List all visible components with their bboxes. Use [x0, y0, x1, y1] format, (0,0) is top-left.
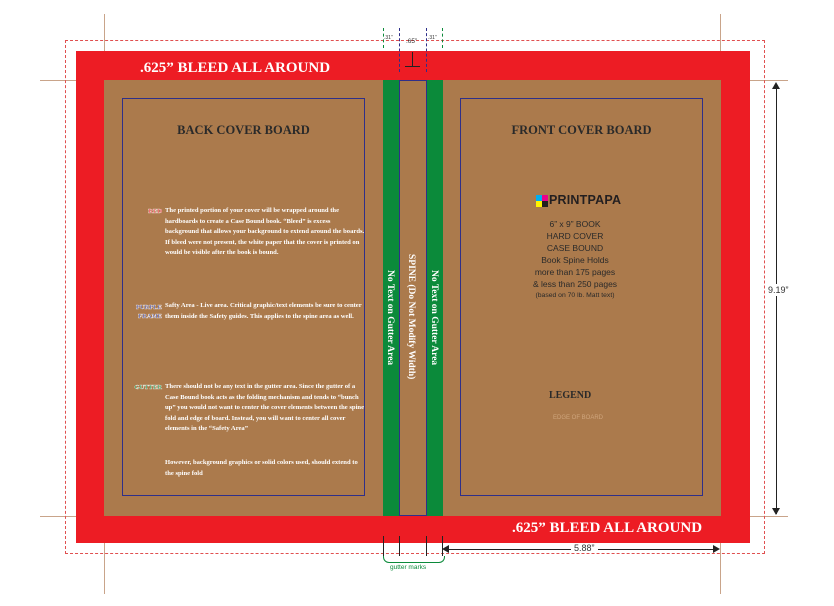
brand-name: PRINTPAPA — [549, 193, 622, 207]
width-arrow-left-icon — [442, 545, 449, 553]
gutter-mark — [383, 536, 384, 556]
spine-fold-mark — [399, 28, 401, 72]
height-label: 9.19” — [768, 285, 789, 295]
note-tag-purple-frame: PURPLE FRAME — [136, 304, 162, 320]
note-tag-gutter: GUTTER — [134, 384, 162, 391]
gutter-right-label: No Text on Gutter Area — [429, 270, 439, 366]
spine-center-tick — [412, 52, 413, 66]
back-cover-title: BACK COVER BOARD — [177, 123, 310, 137]
gutter-mark — [399, 536, 400, 556]
height-arrow-bottom-icon — [772, 508, 780, 515]
gutter-width-right-label: .31” — [428, 35, 437, 41]
gutter-left-label: No Text on Gutter Area — [385, 270, 395, 366]
gutter-fold-mark — [442, 28, 444, 48]
gutter-marks-label: gutter marks — [390, 564, 427, 571]
width-label: 5.88” — [571, 543, 598, 553]
note-tag-red: RED — [148, 208, 162, 215]
info-line: & less than 250 pages — [532, 279, 618, 289]
info-line: Book Spine Holds — [541, 255, 609, 265]
note-text-safety: Safty Area - Live area. Critical graphic/text elements be sure to center them inside the Safety guides. This applies to the spine area as well. — [165, 302, 362, 320]
spine-center-tick — [405, 66, 420, 67]
back-safety-frame — [122, 98, 365, 496]
front-info-block — [505, 218, 645, 302]
note-text-gutter-extra: However, background graphics or solid colors used, should extend to the spine fold — [165, 459, 358, 477]
front-cover-title: FRONT COVER BOARD — [511, 123, 652, 137]
note-text-bleed: The printed portion of your cover will be wrapped around the hardboards to create a Case Bound book. “Bleed” is excess background that allows your background to extend around the boards. If bleed were not present, the white paper that the cover is printed on would be visible after the book is bound. — [165, 207, 365, 257]
gutter-mark — [426, 536, 427, 556]
printpapa-logo-icon — [536, 195, 548, 207]
bleed-top-label: .625” BLEED ALL AROUND — [140, 60, 331, 76]
bleed-bottom-label: .625” BLEED ALL AROUND — [512, 520, 703, 536]
info-note: (based on 70 lb. Matt text) — [535, 292, 615, 299]
height-dimension-line — [776, 86, 777, 514]
gutter-marks-bracket — [383, 556, 445, 563]
width-arrow-right-icon — [713, 545, 720, 553]
legend-item-edge-of-board: EDGE OF BOARD — [553, 415, 604, 421]
info-line: HARD COVER — [546, 231, 604, 241]
info-line: CASE BOUND — [546, 243, 604, 253]
info-line: 6” x 9” BOOK — [549, 219, 601, 229]
legend-title: LEGEND — [549, 390, 592, 401]
height-arrow-top-icon — [772, 82, 780, 89]
spine-label: SPINE (Do Not Modify Width) — [406, 254, 416, 380]
spine-width-label: .65” — [406, 38, 418, 45]
gutter-width-left-label: .31” — [384, 35, 393, 41]
info-line: more than 175 pages — [534, 267, 616, 277]
note-text-gutter: There should not be any text in the gutter area. Since the gutter of a Case Bound book acts as the folding mechanism and tends to “bunch up” you would not want to center the cover elements between the spine fold and edge of board. Instead, you will want to center all cover elements in the “Safety Area” — [165, 383, 365, 433]
